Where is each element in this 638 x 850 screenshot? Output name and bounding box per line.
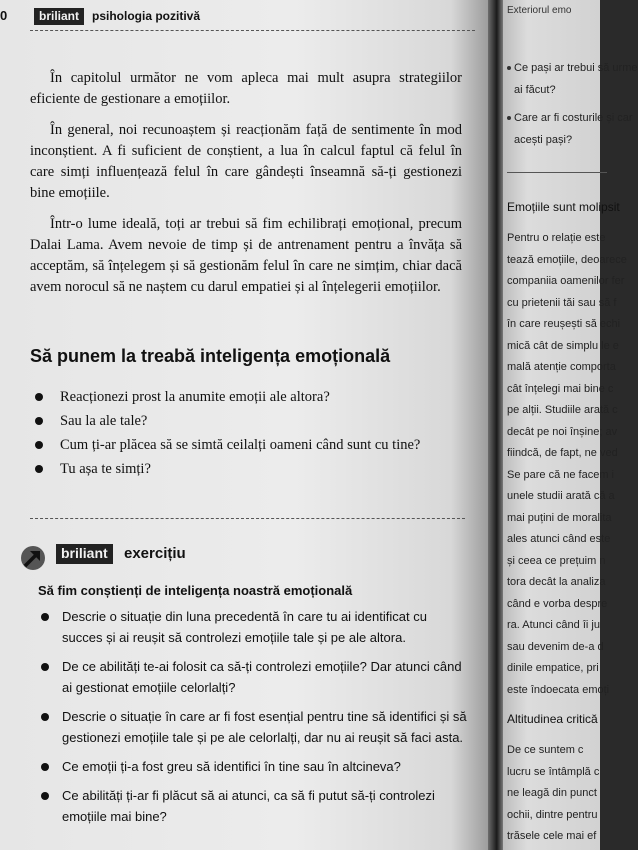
right-page-line: decât pe noi înșine; av <box>507 425 618 438</box>
right-page-line: De ce suntem c <box>507 744 584 756</box>
right-page-line-text: Care ar fi costurile și car <box>514 112 633 124</box>
right-page-line: mală atenție comporta <box>507 361 616 373</box>
page-header <box>0 6 480 26</box>
section-title: Să punem la treabă inteligența emoțională <box>30 346 391 366</box>
right-page-paragraph-2 <box>507 740 599 848</box>
page-number: 0 <box>0 8 8 23</box>
exercise-label: exercițiu <box>124 545 186 562</box>
right-page-heading-2: Altitudinea critică <box>507 712 598 726</box>
right-page-line: tează emoțiile, deoarece <box>507 253 627 266</box>
header-divider <box>30 30 475 31</box>
list-item-text: Tu așa te simți? <box>60 461 151 477</box>
right-page-line: companiia oamenilor fer <box>507 275 625 287</box>
right-page-top-text: Exteriorul emo <box>507 5 572 16</box>
right-page-line <box>507 58 638 80</box>
right-page-divider <box>507 172 607 173</box>
list-item <box>38 706 470 748</box>
paragraph-text: În capitolul următor ne vom apleca mai mult asupra strategiilor eficiente de gestionare a emoțiilor. <box>30 70 462 107</box>
right-page-line: Se pare că ne facem i <box>507 468 615 481</box>
paragraph-text: În general, noi recunoaștem și reacționăm față de sentimente în mod inconștient. A fi suficient de conștient, a lua în calcul faptul că felul în care simți influențează felul în care gândești înseamnă să-ți gestionezi bine emoțiile. <box>30 122 462 201</box>
bullet-icon <box>35 465 43 473</box>
right-page-line: trăsele cele mai ef <box>507 830 597 842</box>
right-page-line: ra. Atunci când îi ju <box>507 619 600 631</box>
bullet-icon <box>507 116 511 120</box>
list-item-text: Ce abilități ți-ar fi plăcut să ai atunci, ca să fi putut să-ți controlezi emoțiile mai bine? <box>62 788 435 824</box>
bullet-icon <box>41 763 49 771</box>
right-page-line: când e vorba despre <box>507 597 608 610</box>
right-page-line: ne leagă din punct <box>507 787 597 799</box>
right-page-bullet-2 <box>507 108 633 151</box>
exercise-list <box>38 606 470 835</box>
list-item <box>38 756 470 777</box>
right-page-line: acești pași? <box>514 133 573 146</box>
right-page-bullet-1 <box>507 58 638 101</box>
list-item-text: Sau la ale tale? <box>60 413 148 429</box>
right-page-paragraph-1 <box>507 228 627 701</box>
right-page-heading-1: Emoțiile sunt molipsit <box>507 200 620 214</box>
list-item-text: De ce abilități te-ai folosit ca să-ți controlezi emoțiile? Dar atunci când ai gestionat emoțiile celorlalți? <box>62 659 462 695</box>
exercise-brand-tag: briliant <box>56 544 113 564</box>
bullet-icon <box>41 792 49 800</box>
brand-tag: briliant <box>34 8 84 25</box>
right-page <box>503 0 638 850</box>
list-item <box>30 410 470 434</box>
right-page-line: cât înțelegi mai bine c <box>507 382 614 395</box>
exercise-subtitle: Să fim conștienți de inteligența noastră emoțională <box>38 583 353 598</box>
right-page-line: Pentru o relație este <box>507 232 606 244</box>
list-item-text: Ce emoții ți-a fost greu să identifici în tine sau în altcineva? <box>62 759 401 774</box>
exercise-header <box>18 538 318 570</box>
right-page-line: mai puțini de moralita <box>507 511 612 524</box>
right-page-line: mică cât de simplu le e <box>507 339 619 352</box>
right-page-line: lucru se întâmplă c <box>507 765 600 778</box>
right-page-line: pe alții. Studiile arată c <box>507 404 618 416</box>
right-page-line: ai făcut? <box>514 83 556 96</box>
right-page-line: și ceea ce prețuim n <box>507 554 606 567</box>
bullet-icon <box>41 613 49 621</box>
bullet-icon <box>41 713 49 721</box>
right-page-line: tora decât la analiza <box>507 576 606 588</box>
right-page-line: dinile empatice, pri <box>507 662 599 674</box>
right-page-line-text: Ce pași ar trebui să urme <box>514 62 638 74</box>
section-divider <box>30 518 465 519</box>
list-item <box>38 785 470 827</box>
right-page-line <box>507 108 633 130</box>
bullet-icon <box>35 441 43 449</box>
paragraph-text: Într-o lume ideală, toți ar trebui să fim echilibrați emoțional, precum Dalai Lama. Avem nevoie de timp și de antrenament pentru a învăța să acceptăm, să înțelegem și să gestionăm felul în care ne simțim, chiar dacă avem norocul să ne naștem cu darul empatiei și al înțelegerii emoțiilor. <box>30 216 462 295</box>
list-item-text: Reacționezi prost la anumite emoții ale altora? <box>60 389 330 405</box>
paragraph-3 <box>30 214 462 298</box>
bullet-icon <box>35 417 43 425</box>
list-item <box>30 434 470 458</box>
right-page-line: în care reușești să echi <box>507 318 621 330</box>
right-page-line: unele studii arată că a <box>507 490 615 502</box>
arrow-icon <box>18 542 48 572</box>
paragraph-2 <box>30 120 462 204</box>
list-item <box>30 458 470 482</box>
right-page-line: ales atunci când este <box>507 533 611 545</box>
running-title: psihologia pozitivă <box>92 9 201 23</box>
list-item-text: Cum ți-ar plăcea să se simtă ceilalți oameni când sunt cu tine? <box>60 437 421 453</box>
bullet-icon <box>507 66 511 70</box>
list-item <box>38 656 470 698</box>
right-page-line: ochii, dintre pentru <box>507 808 598 821</box>
bullet-icon <box>41 663 49 671</box>
paragraph-1 <box>30 68 462 110</box>
list-item <box>38 606 470 648</box>
right-page-line: fiindcă, de fapt, ne ved <box>507 447 618 459</box>
bullet-icon <box>35 393 43 401</box>
list-item <box>30 386 470 410</box>
book-gutter <box>488 0 504 850</box>
list-item-text: Descrie o situație din luna precedentă în care tu ai identificat cu succes și ai reușit să controlezi emoțiile tale și pe ale altora. <box>62 609 427 645</box>
right-page-line: sau devenim de-a d <box>507 640 604 653</box>
question-list <box>30 386 470 482</box>
right-page-line: cu prietenii tăi sau să f <box>507 296 617 309</box>
right-page-line: este îndoecata emoți <box>507 683 610 696</box>
list-item-text: Descrie o situație în care ar fi fost esențial pentru tine să identifici și să gestionezi emoțiile tale și pe ale celorlalți, dar nu ai reușit să faci asta. <box>62 709 467 745</box>
